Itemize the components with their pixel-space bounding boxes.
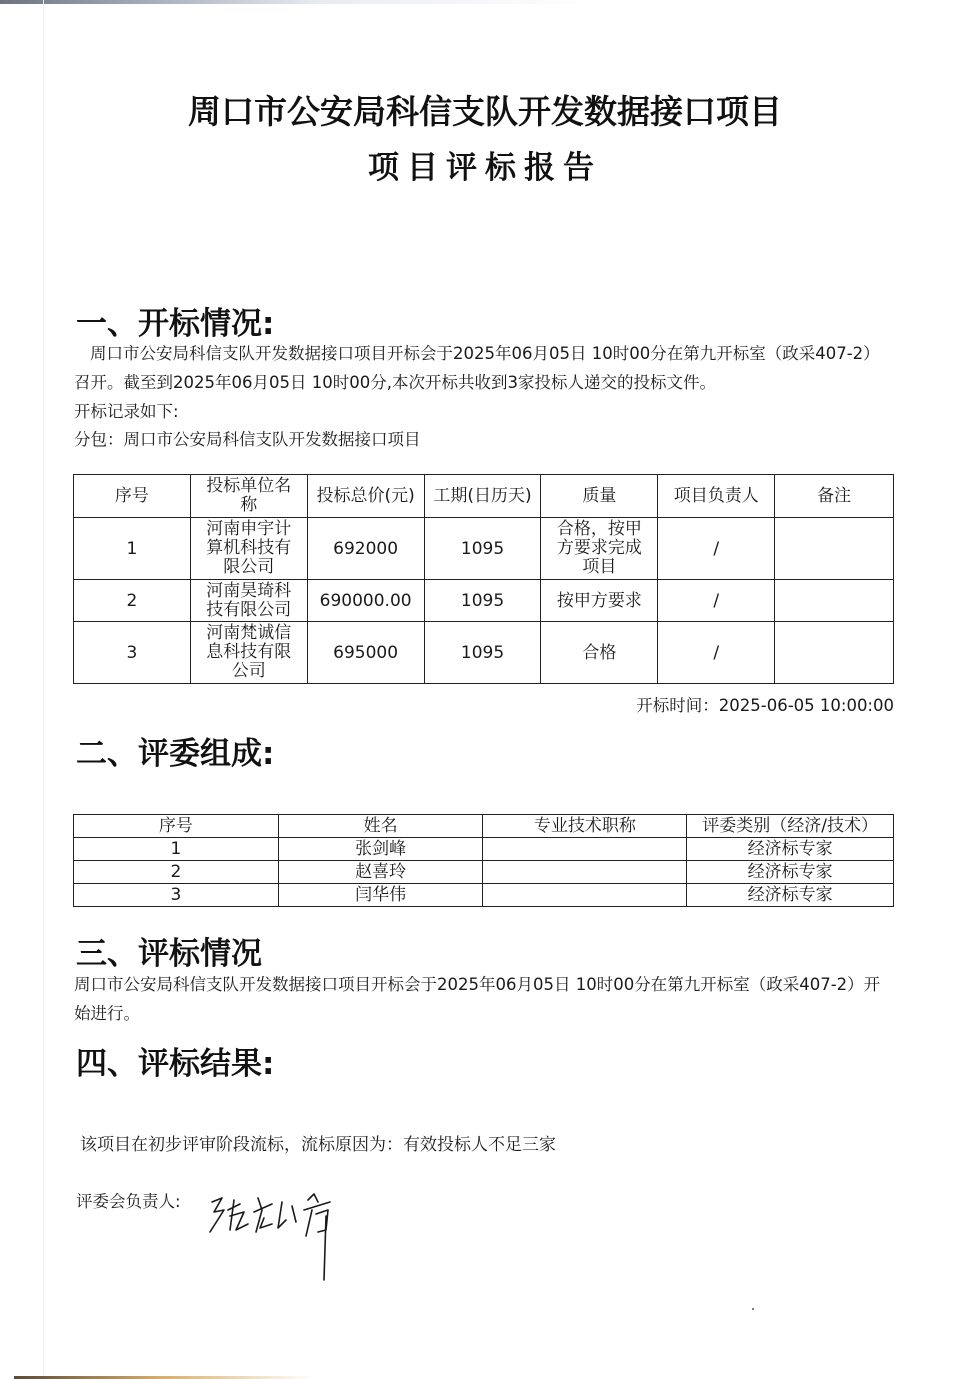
cell-category: 经济标专家 — [687, 861, 894, 884]
table-header-row — [74, 815, 894, 838]
cell-title — [483, 884, 687, 907]
header-index: 序号 — [74, 475, 191, 518]
cell-remarks — [775, 518, 894, 580]
cell-duration: 1095 — [424, 518, 541, 580]
header-title: 专业技术职称 — [483, 815, 687, 838]
scan-edge-left — [43, 0, 44, 1379]
scan-edge-top — [0, 0, 970, 4]
cell-price: 690000.00 — [307, 580, 424, 622]
cell-name: 赵喜玲 — [278, 861, 483, 884]
cell-duration: 1095 — [424, 622, 541, 684]
scan-speck — [752, 1308, 754, 1310]
table-row — [74, 838, 894, 861]
document-subtitle: 项目评标报告 — [368, 150, 602, 186]
section1-paragraph: 周口市公安局科信支队开发数据接口项目开标会于2025年06月05日 10时00分在第九开标室（政采407-2）召开。截至到2025年06月05日 10时00分,本次开标共收到3家投标人递交的投标文件。 — [74, 344, 880, 392]
section2-heading: 二、评委组成: — [76, 736, 275, 772]
cell-manager: / — [658, 580, 775, 622]
section4-heading: 四、评标结果: — [76, 1046, 275, 1082]
handwritten-signature — [200, 1180, 370, 1290]
cell-index: 3 — [74, 622, 191, 684]
cell-index: 3 — [74, 884, 279, 907]
header-index: 序号 — [74, 815, 279, 838]
cell-quality: 按甲方要求 — [541, 580, 658, 622]
cell-bidder: 河南申宇计算机科技有限公司 — [190, 518, 307, 580]
cell-duration: 1095 — [424, 580, 541, 622]
evaluation-result: 该项目在初步评审阶段流标，流标原因为：有效投标人不足三家 — [80, 1135, 556, 1155]
cell-title — [483, 838, 687, 861]
cell-quality: 合格 — [541, 622, 658, 684]
cell-title — [483, 861, 687, 884]
cell-remarks — [775, 580, 894, 622]
cell-manager: / — [658, 518, 775, 580]
table-row — [74, 622, 894, 684]
section3-heading: 三、评标情况 — [76, 936, 262, 972]
cell-manager: / — [658, 622, 775, 684]
header-category: 评委类别（经济/技术） — [687, 815, 894, 838]
committee-table — [73, 814, 894, 907]
cell-category: 经济标专家 — [687, 884, 894, 907]
cell-name: 闫华伟 — [278, 884, 483, 907]
cell-bidder: 河南梵诚信息科技有限公司 — [190, 622, 307, 684]
cell-index: 2 — [74, 580, 191, 622]
table-header-row — [74, 475, 894, 518]
table-row — [74, 884, 894, 907]
cell-price: 692000 — [307, 518, 424, 580]
table-row — [74, 861, 894, 884]
cell-quality: 合格，按甲方要求完成项目 — [541, 518, 658, 580]
header-quality: 质量 — [541, 475, 658, 518]
cell-name: 张剑峰 — [278, 838, 483, 861]
header-duration: 工期(日历天) — [424, 475, 541, 518]
header-manager: 项目负责人 — [658, 475, 775, 518]
header-remarks: 备注 — [775, 475, 894, 518]
cell-index: 1 — [74, 518, 191, 580]
opening-time: 开标时间：2025-06-05 10:00:00 — [636, 696, 894, 715]
committee-leader-label: 评委会负责人: — [76, 1192, 181, 1211]
section1-package: 分包：周口市公安局科信支队开发数据接口项目 — [74, 430, 421, 449]
table-row — [74, 580, 894, 622]
header-bidder: 投标单位名称 — [190, 475, 307, 518]
document-title: 周口市公安局科信支队开发数据接口项目 — [188, 92, 782, 131]
table-row — [74, 518, 894, 580]
cell-remarks — [775, 622, 894, 684]
bid-opening-table — [73, 474, 894, 684]
cell-index: 2 — [74, 861, 279, 884]
cell-category: 经济标专家 — [687, 838, 894, 861]
section3-paragraph: 周口市公安局科信支队开发数据接口项目开标会于2025年06月05日 10时00分在第九开标室（政采407-2）开始进行。 — [74, 975, 881, 1023]
header-price: 投标总价(元) — [307, 475, 424, 518]
section1-heading: 一、开标情况: — [76, 306, 275, 342]
cell-price: 695000 — [307, 622, 424, 684]
cell-bidder: 河南昊琦科技有限公司 — [190, 580, 307, 622]
cell-index: 1 — [74, 838, 279, 861]
header-name: 姓名 — [278, 815, 483, 838]
section1-record-intro: 开标记录如下: — [74, 402, 179, 421]
